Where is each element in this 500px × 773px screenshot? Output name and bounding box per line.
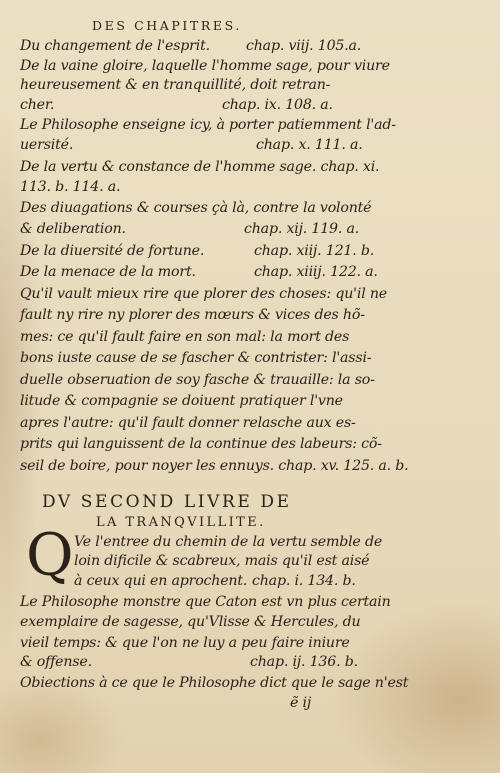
toc-line: De la vaine gloire, laquelle l'homme sage, pour viure (20, 58, 390, 74)
toc-line: De la vertu & constance de l'homme sage. chap. xi. (20, 159, 380, 175)
toc-chapter-ref: chap. x. 111. a. (256, 137, 363, 153)
toc-line: Du changement de l'esprit. (20, 38, 210, 54)
toc-line: De la menace de la mort. (20, 264, 196, 280)
toc-line: exemplaire de sagesse, qu'Vlisse & Hercules, du (20, 614, 361, 630)
toc-line: mes: ce qu'il fault faire en son mal: la mort des (20, 329, 350, 345)
toc-line: Des diuagations & courses çà là, contre la volonté (20, 200, 372, 216)
toc-chapter-ref: chap. xij. 119. a. (244, 221, 360, 237)
toc-line: & deliberation. (20, 221, 126, 237)
toc-line: à ceux qui en aprochent. (74, 573, 248, 589)
toc-line: prits qui languissent de la continue des labeurs: cõ- (20, 436, 382, 452)
toc-line: De la diuersité de fortune. (20, 243, 205, 259)
toc-line: duelle obseruation de soy fasche & trauaille: la so- (20, 372, 375, 388)
drop-cap: Q (26, 521, 74, 589)
toc-line: Le Philosophe enseigne icy, à porter patiemment l'ad- (20, 117, 396, 133)
toc-line: seil de boire, pour noyer les ennuys. chap. xv. 125. a. b. (20, 458, 409, 474)
toc-line: 113. b. 114. a. (20, 179, 121, 195)
toc-chapter-ref: chap. viij. 105.a. (246, 38, 362, 54)
signature-mark: ẽ ij (290, 695, 312, 711)
toc-line: loin dificile & scabreux, mais qu'il est aisé (74, 553, 370, 569)
toc-line: Qu'il vault mieux rire que plorer des choses: qu'il ne (20, 286, 387, 302)
toc-chapter-ref: chap. ix. 108. a. (222, 97, 333, 113)
toc-line: cher. (20, 97, 55, 113)
toc-line: litude & compagnie se doiuent pratiquer l'vne (20, 393, 343, 409)
toc-line: Le Philosophe monstre que Caton est vn plus certain (20, 594, 391, 610)
running-head: DES CHAPITRES. (92, 18, 242, 33)
toc-chapter-ref: chap. xiiij. 122. a. (254, 264, 378, 280)
section-heading: DV SECOND LIVRE DE (42, 492, 292, 512)
toc-line: Ve l'entree du chemin de la vertu semble de (74, 534, 383, 550)
toc-line: apres l'autre: qu'il fault donner relasche aux es- (20, 415, 356, 431)
toc-line: Obiections à ce que le Philosophe dict que le sage n'est (20, 675, 409, 691)
toc-chapter-ref: chap. ij. 136. b. (250, 654, 358, 670)
toc-line: uersité. (20, 137, 74, 153)
toc-chapter-ref: chap. xiij. 121. b. (254, 243, 375, 259)
section-heading-sub: LA TRANQVILLITE. (96, 515, 266, 530)
toc-line: bons iuste cause de se fascher & contrister: l'assi- (20, 350, 372, 366)
toc-line: fault ny rire ny plorer des mœurs & vices des hõ- (20, 307, 365, 323)
toc-line: & offense. (20, 654, 92, 670)
toc-line: vieil temps: & que l'on ne luy a peu faire iniure (20, 635, 350, 651)
toc-line: heureusement & en tranquillité, doit retran- (20, 77, 331, 93)
toc-chapter-ref: chap. i. 134. b. (252, 573, 356, 589)
